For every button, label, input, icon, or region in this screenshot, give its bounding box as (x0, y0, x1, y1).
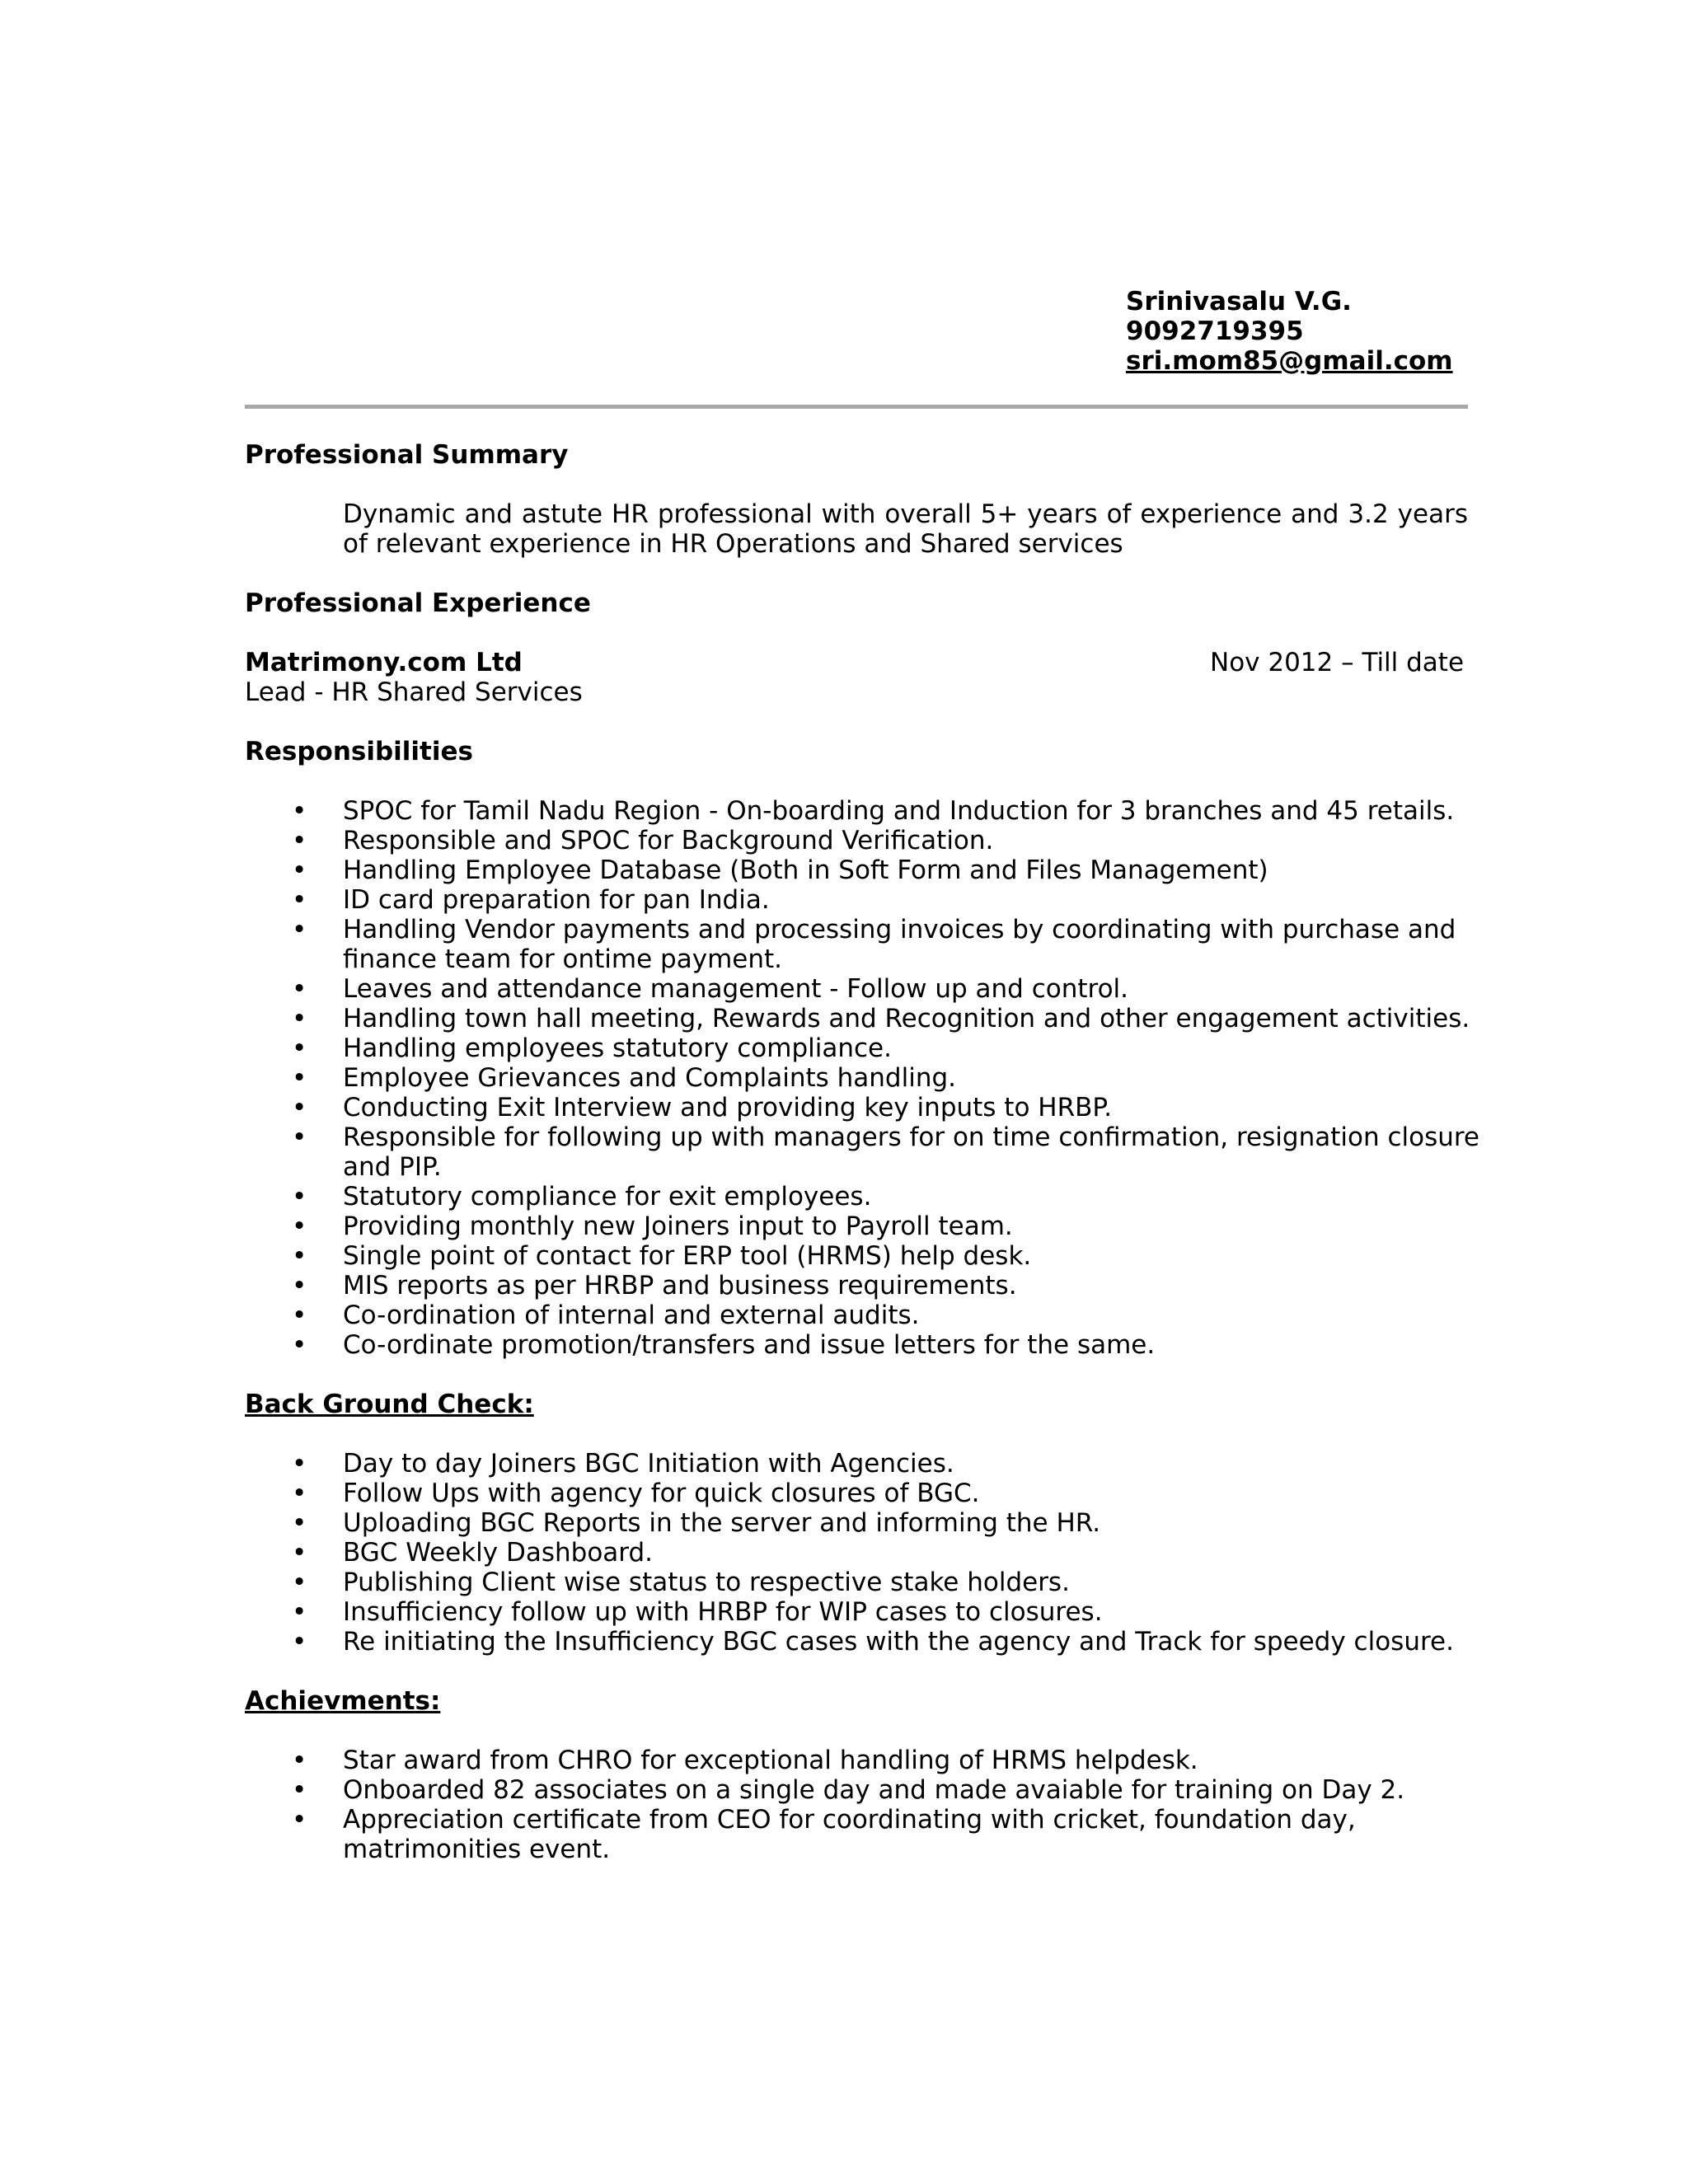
list-item (292, 1182, 1513, 1212)
bullet-icon: • (292, 915, 307, 944)
list-item-text: SPOC for Tamil Nadu Region - On-boarding and Induction for 3 branches and 45 retails. (343, 796, 1455, 826)
list-item-text: Single point of contact for ERP tool (HRMS) help desk. (343, 1241, 1032, 1271)
bullet-icon: • (292, 855, 307, 885)
list-item (292, 1033, 1513, 1063)
achievements-heading: Achievments: (245, 1686, 441, 1716)
achievements-list (292, 1746, 1513, 1864)
bullet-icon: • (292, 1479, 307, 1508)
list-item (292, 915, 1513, 974)
bgc-heading: Back Ground Check: (245, 1390, 534, 1419)
bullet-icon: • (292, 1241, 307, 1271)
bullet-icon: • (292, 1301, 307, 1330)
list-item (292, 1241, 1513, 1271)
bullet-icon: • (292, 1449, 307, 1479)
bullet-icon: • (292, 1568, 307, 1597)
list-item (292, 1775, 1513, 1805)
list-item-text: Handling employees statutory compliance. (343, 1033, 892, 1063)
bullet-icon: • (292, 974, 307, 1004)
list-item-text: Appreciation certificate from CEO for coordinating with cricket, foundation day, matrimonities event. (343, 1805, 1356, 1864)
list-item (292, 1093, 1513, 1122)
list-item-text: Star award from CHRO for exceptional handling of HRMS helpdesk. (343, 1746, 1198, 1775)
bullet-icon: • (292, 1063, 307, 1093)
list-item-text: Statutory compliance for exit employees. (343, 1182, 872, 1212)
bullet-icon: • (292, 1508, 307, 1538)
list-item (292, 1330, 1513, 1360)
list-item-text: Follow Ups with agency for quick closures of BGC. (343, 1479, 980, 1508)
list-item-text: Conducting Exit Interview and providing key inputs to HRBP. (343, 1093, 1113, 1122)
bullet-icon: • (292, 1182, 307, 1212)
list-item (292, 855, 1513, 885)
bullet-icon: • (292, 1775, 307, 1805)
list-item-text: Publishing Client wise status to respective stake holders. (343, 1568, 1070, 1597)
bullet-icon: • (292, 1746, 307, 1775)
list-item-text: Handling Vendor payments and processing invoices by coordinating with purchase and finance team for ontime payment. (343, 915, 1456, 974)
list-item (292, 1271, 1513, 1301)
responsibilities-heading: Responsibilities (245, 737, 473, 766)
bullet-icon: • (292, 1627, 307, 1657)
candidate-name: Srinivasalu V.G. (1126, 287, 1352, 316)
list-item-text: Co-ordinate promotion/transfers and issue letters for the same. (343, 1330, 1156, 1360)
list-item (292, 1627, 1513, 1657)
bullet-icon: • (292, 885, 307, 915)
header-divider (245, 405, 1468, 409)
list-item-text: Co-ordination of internal and external audits. (343, 1301, 920, 1330)
bullet-icon: • (292, 1538, 307, 1568)
bullet-icon: • (292, 1093, 307, 1122)
list-item-text: Day to day Joiners BGC Initiation with Agencies. (343, 1449, 954, 1479)
bullet-icon: • (292, 1271, 307, 1301)
list-item-text: Onboarded 82 associates on a single day and made avaiable for training on Day 2. (343, 1775, 1405, 1805)
company-name: Matrimony.com Ltd (245, 648, 523, 677)
list-item (292, 1746, 1513, 1775)
candidate-phone: 9092719395 (1126, 316, 1304, 346)
bullet-icon: • (292, 1004, 307, 1033)
list-item (292, 1449, 1513, 1479)
list-item-text: Handling town hall meeting, Rewards and Recognition and other engagement activities. (343, 1004, 1470, 1033)
list-item-text: Responsible and SPOC for Background Verification. (343, 826, 994, 855)
list-item-text: Uploading BGC Reports in the server and informing the HR. (343, 1508, 1101, 1538)
list-item-text: Re initiating the Insufficiency BGC cases with the agency and Track for speedy closure. (343, 1627, 1454, 1657)
list-item (292, 1063, 1513, 1093)
bgc-list (292, 1449, 1513, 1657)
list-item-text: Handling Employee Database (Both in Soft Form and Files Management) (343, 855, 1268, 885)
list-item (292, 1212, 1513, 1241)
bullet-icon: • (292, 1033, 307, 1063)
summary-heading: Professional Summary (245, 440, 569, 470)
list-item-text: BGC Weekly Dashboard. (343, 1538, 654, 1568)
list-item (292, 826, 1513, 855)
bullet-icon: • (292, 1122, 307, 1152)
list-item-text: Leaves and attendance management - Follow up and control. (343, 974, 1129, 1004)
experience-heading: Professional Experience (245, 588, 591, 618)
list-item (292, 1004, 1513, 1033)
bullet-icon: • (292, 796, 307, 826)
bullet-icon: • (292, 1805, 307, 1835)
list-item (292, 1301, 1513, 1330)
list-item-text: Responsible for following up with managers for on time confirmation, resignation closure and PIP. (343, 1122, 1480, 1182)
summary-text: Dynamic and astute HR professional with overall 5+ years of experience and 3.2 years of relevant experience in HR Operations and Shared services (343, 499, 1468, 559)
list-item (292, 1479, 1513, 1508)
list-item-text: MIS reports as per HRBP and business requirements. (343, 1271, 1017, 1301)
list-item-text: ID card preparation for pan India. (343, 885, 770, 915)
bullet-icon: • (292, 1330, 307, 1360)
bullet-icon: • (292, 1212, 307, 1241)
list-item (292, 1568, 1513, 1597)
list-item (292, 885, 1513, 915)
list-item (292, 1538, 1513, 1568)
bullet-icon: • (292, 1597, 307, 1627)
list-item (292, 1508, 1513, 1538)
list-item (292, 1597, 1513, 1627)
bullet-icon: • (292, 826, 307, 855)
list-item (292, 1122, 1513, 1182)
list-item (292, 974, 1513, 1004)
contact-block (1126, 287, 1453, 376)
list-item-text: Insufficiency follow up with HRBP for WIP cases to closures. (343, 1597, 1103, 1627)
employment-dates: Nov 2012 – Till date (1210, 648, 1465, 677)
list-item (292, 1805, 1513, 1864)
list-item-text: Employee Grievances and Complaints handling. (343, 1063, 957, 1093)
job-role: Lead - HR Shared Services (245, 677, 583, 707)
list-item (292, 796, 1513, 826)
candidate-email[interactable]: sri.mom85@gmail.com (1126, 346, 1453, 376)
list-item-text: Providing monthly new Joiners input to Payroll team. (343, 1212, 1013, 1241)
responsibilities-list (292, 796, 1513, 1360)
